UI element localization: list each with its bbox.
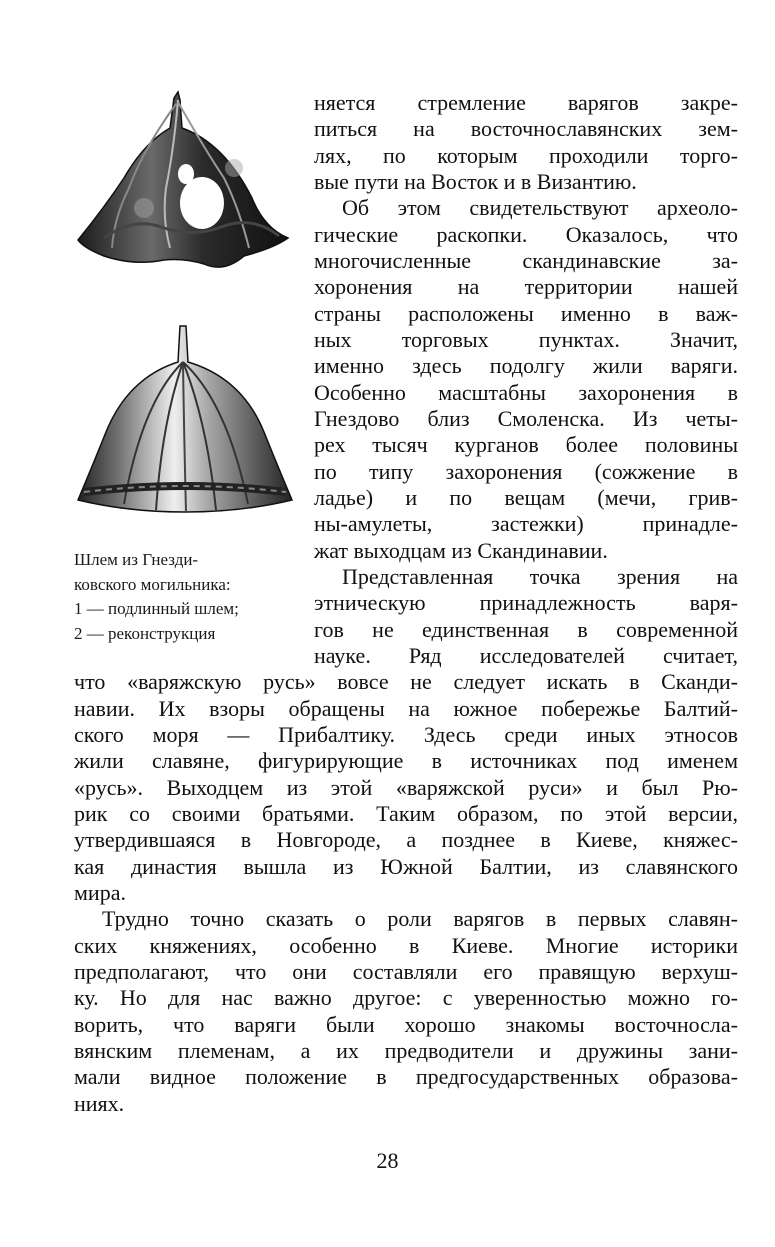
text-line: ского моря — Прибалтику. Здесь среди иных этносов [74, 722, 738, 747]
text-line: жат выходцам из Скандинавии. [314, 538, 608, 563]
text-line: гические раскопки. Оказалось, что [314, 222, 738, 247]
text-line: многочисленные скандинавские за- [314, 248, 738, 273]
text-line: «русь». Выходцем из этой «варяжской руси» и был Рю- [74, 775, 738, 800]
text-line: Трудно точно сказать о роли варягов в первых славян- [102, 906, 738, 931]
caption-line: Шлем из Гнезди- [74, 550, 199, 569]
caption-line: ковского могильника: [74, 574, 231, 594]
text-line: гов не единственная в современной [314, 617, 738, 642]
text-line: утвердившаяся в Новгороде, а позднее в Киеве, княжес- [74, 827, 738, 852]
text-line: ворить, что варяги были хорошо знакомы восточносла- [74, 1012, 738, 1037]
text-line: ны-амулеты, застежки) принадле- [314, 511, 738, 536]
text-line: няется стремление варягов закре- [314, 90, 738, 115]
text-line: рик со своими братьями. Таким образом, по этой версии, [74, 801, 738, 826]
text-line: вые пути на Восток и в Византию. [314, 169, 637, 194]
helmet-original-illustration [74, 88, 296, 278]
text-line: Представленная точка зрения на [342, 564, 738, 589]
text-line: Особенно масштабны захоронения в [314, 380, 738, 405]
text-line: ладье) и по вещам (мечи, грив- [314, 485, 738, 510]
page-number: 28 [376, 1148, 399, 1173]
text-line: этническую принадлежность варя- [314, 590, 738, 615]
text-line: хоронения на территории нашей [314, 274, 738, 299]
text-line: по типу захоронения (сожжение в [314, 459, 738, 484]
text-line: ских княжениях, особенно в Киеве. Многие историки [74, 933, 738, 958]
text-line: рех тысяч курганов более половины [314, 432, 738, 457]
text-line: Об этом свидетельствуют археоло- [342, 195, 738, 220]
text-line: именно здесь подолгу жили варяги. [314, 353, 738, 378]
caption-line: 1 — подлинный шлем; [74, 599, 239, 618]
text-line: ных торговых пунктах. Значит, [314, 327, 738, 352]
figure-caption [74, 548, 306, 646]
text-line: лях, по которым проходили торго- [314, 143, 738, 168]
text-line: Гнездово близ Смоленска. Из четы- [314, 406, 738, 431]
text-line: питься на восточнославянских зем- [314, 116, 738, 141]
text-line: мали видное положение в предгосударственных образова- [74, 1064, 738, 1089]
text-line: навии. Их взоры обращены на южное побережье Балтий- [74, 696, 738, 721]
text-line: ниях. [74, 1091, 125, 1116]
caption-line: 2 — реконструкция [74, 623, 216, 643]
text-line: науке. Ряд исследователей считает, [314, 643, 738, 668]
helmet-reconstruction-illustration [72, 322, 298, 522]
text-line: страны расположены именно в важ- [314, 301, 738, 326]
text-line: предполагают, что они составляли его правящую верхуш- [74, 959, 738, 984]
text-line: кая династия вышла из Южной Балтии, из славянского [74, 854, 738, 879]
text-line: ку. Но для нас важно другое: с уверенностью можно го- [74, 985, 738, 1010]
text-line: что «варяжскую русь» вовсе не следует искать в Сканди- [74, 669, 738, 694]
text-line: жили славяне, фигурирующие в источниках под именем [74, 748, 738, 773]
text-line: мира. [74, 880, 126, 905]
text-line: вянским племенам, а их предводители и дружины зани- [74, 1038, 738, 1063]
